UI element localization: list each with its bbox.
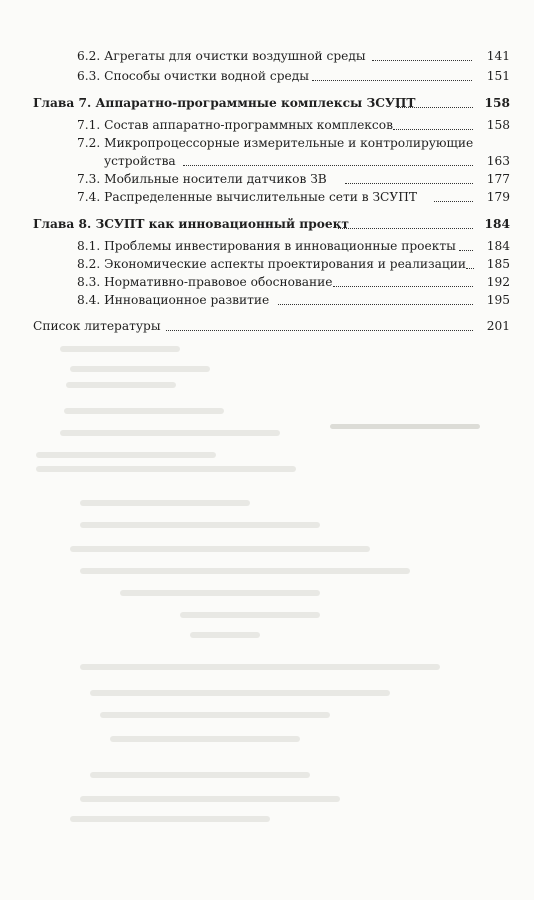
section-number: 6.3. [77,69,101,83]
toc-entry-8-2 [0,255,534,273]
leader-dots [434,201,473,202]
leader-dots [278,304,473,305]
section-title: Нормативно-правовое обоснование [104,275,333,289]
page-number: 195 [486,293,510,307]
toc-entry-title [77,237,456,255]
toc-entry-title [77,255,466,273]
chapter-title: Глава 8. ЗСУПТ как инновационный проект [33,217,349,231]
section-title: Экономические аспекты проектирования и реализации [104,257,466,271]
section-title: Проблемы инвестирования в инновационные проекты [104,239,456,253]
leader-dots [372,60,472,61]
page-number: 184 [484,217,510,231]
page-number: 158 [484,96,510,110]
toc-entry-title [77,188,417,206]
leader-dots [183,165,473,166]
toc-entry-6-3 [0,67,534,85]
toc-entry-title [77,116,393,134]
leader-dots [345,183,473,184]
toc-entry-title [77,170,327,188]
section-number: 7.1. [77,118,101,132]
toc-entry-7-2 [0,134,534,152]
page-number: 163 [486,154,510,168]
section-title: Агрегаты для очистки воздушной среды [104,49,366,63]
section-number: 6.2. [77,49,101,63]
page-number: 192 [486,275,510,289]
page-number: 179 [486,190,510,204]
toc-chapter-8 [0,215,534,233]
section-number: 7.4. [77,190,101,204]
toc-entry-title [77,273,333,291]
page-number: 151 [486,69,510,83]
page-number: 177 [486,172,510,186]
leader-dots [166,330,473,331]
toc-chapter-7 [0,94,534,112]
page-number: 141 [486,49,510,63]
leader-dots [312,80,472,81]
section-number: 8.2. [77,257,101,271]
section-title: Способы очистки водной среды [104,69,309,83]
section-title: Мобильные носители датчиков ЗВ [104,172,327,186]
section-title: Микропроцессорные измерительные и контролирующие [104,136,474,150]
toc-entry-title [77,47,366,65]
leader-dots [338,228,473,229]
section-number: 7.3. [77,172,101,186]
references-title: Список литературы [33,319,161,333]
section-title: Распределенные вычислительные сети в ЗСУПТ [104,190,417,204]
toc-entry-7-1 [0,116,534,134]
page-number: 158 [486,118,510,132]
toc-entry-8-3 [0,273,534,291]
page-number: 201 [486,319,510,333]
section-number: 8.3. [77,275,101,289]
toc-entry-7-4 [0,188,534,206]
leader-dots [393,129,473,130]
section-title: Инновационное развитие [104,293,270,307]
chapter-title: Глава 7. Аппаратно-программные комплексы ЗСУПТ [33,96,416,110]
toc-entry-title [77,67,309,85]
toc-entry-8-1 [0,237,534,255]
toc-entry-6-2 [0,47,534,65]
toc-references [0,317,534,335]
toc-entry-7-2-continued [0,152,534,170]
page-number: 184 [486,239,510,253]
section-number: 8.4. [77,293,101,307]
toc-entry-title [77,134,473,152]
section-title: Состав аппаратно-программных комплексов [104,118,393,132]
section-number: 7.2. [77,136,101,150]
toc-entry-title [77,291,269,309]
toc-entry-8-4 [0,291,534,309]
section-title-continued: устройства [104,154,176,168]
toc-entry-7-3 [0,170,534,188]
leader-dots [333,286,473,287]
page-number: 185 [486,257,510,271]
section-number: 8.1. [77,239,101,253]
leader-dots [397,107,473,108]
